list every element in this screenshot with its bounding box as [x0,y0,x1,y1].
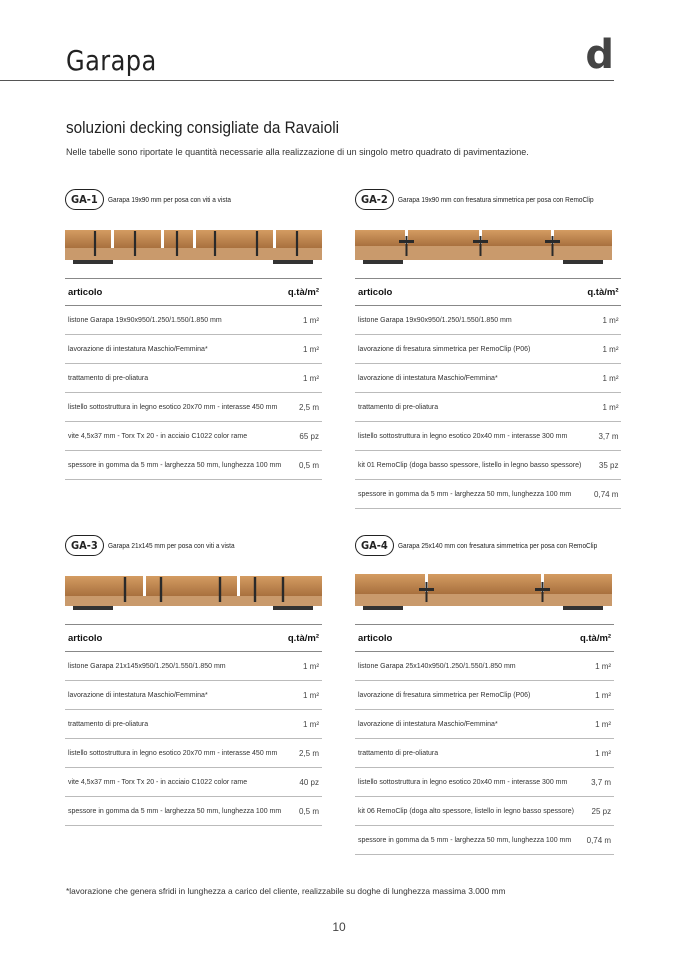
decking-screws-illustration [65,572,322,612]
section-letter: d [585,32,614,78]
col-qty: q.tà/m² [577,625,614,652]
col-article: articolo [65,279,285,306]
table-row: lavorazione di intestatura Maschio/Femmina* 1 m² [65,681,322,710]
table-row: listello sottostruttura in legno esotico 20x40 mm - interasse 300 mm 3,7 m [355,768,614,797]
decking-clip-illustration [355,572,612,612]
col-article: articolo [65,625,285,652]
table-row: trattamento di pre-oliatura 1 m² [355,739,614,768]
table-row: lavorazione di intestatura Maschio/Femmina* 1 m² [355,364,621,393]
page-title: Garapa [66,44,157,77]
table-row: trattamento di pre-oliatura 1 m² [65,364,322,393]
col-qty: q.tà/m² [584,279,621,306]
table-row: vite 4,5x37 mm - Torx Tx 20 - in acciaio C1022 color rame 40 pz [65,768,322,797]
table-row: listello sottostruttura in legno esotico 20x70 mm - interasse 450 mm 2,5 m [65,739,322,768]
intro-text: Nelle tabelle sono riportate le quantità necessarie alla realizzazione di un singolo metro quadrato di pavimentazione. [66,147,529,157]
table-row: kit 01 RemoClip (doga basso spessore, listello in legno basso spessore) 35 pz [355,451,621,480]
block-code: GA-2 [355,189,394,210]
page-number: 10 [332,920,346,934]
title-divider [0,80,614,81]
decking-block-ga3 [65,532,322,826]
table-row: listone Garapa 19x90x950/1.250/1.550/1.850 mm 1 m² [65,306,322,335]
materials-table [355,278,621,509]
table-row: vite 4,5x37 mm - Torx Tx 20 - in acciaio C1022 color rame 65 pz [65,422,322,451]
table-row: listone Garapa 25x140x950/1.250/1.550/1.850 mm 1 m² [355,652,614,681]
table-row: listello sottostruttura in legno esotico 20x40 mm - interasse 300 mm 3,7 m [355,422,621,451]
col-qty: q.tà/m² [285,625,322,652]
table-row: spessore in gomma da 5 mm - larghezza 50 mm, lunghezza 100 mm 0,5 m [65,797,322,826]
block-code: GA-1 [65,189,104,210]
decking-block-ga4 [355,532,612,855]
decking-block-ga1 [65,186,322,480]
decking-block-ga2 [355,186,619,509]
table-row: spessore in gomma da 5 mm - larghezza 50 mm, lunghezza 100 mm 0,5 m [65,451,322,480]
materials-table [65,278,322,480]
table-row: listone Garapa 21x145x950/1.250/1.550/1.850 mm 1 m² [65,652,322,681]
col-article: articolo [355,625,577,652]
table-row: kit 06 RemoClip (doga alto spessore, listello in legno basso spessore) 25 pz [355,797,614,826]
block-code: GA-4 [355,535,394,556]
section-subtitle: soluzioni decking consigliate da Ravaioli [66,118,340,137]
table-row: listone Garapa 19x90x950/1.250/1.550/1.850 mm 1 m² [355,306,621,335]
footnote: *lavorazione che genera sfridi in lunghezza a carico del cliente, realizzabile su doghe di lunghezza massima 3.000 mm [66,886,506,896]
block-code: GA-3 [65,535,104,556]
block-description: Garapa 19x90 mm per posa con viti a vista [107,194,231,204]
table-row: trattamento di pre-oliatura 1 m² [355,393,621,422]
table-row: lavorazione di intestatura Maschio/Femmina* 1 m² [65,335,322,364]
table-row: spessore in gomma da 5 mm - larghezza 50 mm, lunghezza 100 mm 0,74 m [355,480,621,509]
table-row: lavorazione di intestatura Maschio/Femmina* 1 m² [355,710,614,739]
block-description: Garapa 19x90 mm con fresatura simmetrica per posa con RemoClip [397,194,594,204]
table-row: listello sottostruttura in legno esotico 20x70 mm - interasse 450 mm 2,5 m [65,393,322,422]
block-description: Garapa 21x145 mm per posa con viti a vista [107,540,235,550]
table-row: lavorazione di fresatura simmetrica per RemoClip (P06) 1 m² [355,681,614,710]
block-description: Garapa 25x140 mm con fresatura simmetrica per posa con RemoClip [397,540,597,550]
table-row: trattamento di pre-oliatura 1 m² [65,710,322,739]
decking-clip-illustration [355,226,612,266]
col-article: articolo [355,279,584,306]
decking-screws-illustration [65,226,322,266]
materials-table [355,624,614,855]
materials-table [65,624,322,826]
col-qty: q.tà/m² [285,279,322,306]
table-row: lavorazione di fresatura simmetrica per RemoClip (P06) 1 m² [355,335,621,364]
table-row: spessore in gomma da 5 mm - larghezza 50 mm, lunghezza 100 mm 0,74 m [355,826,614,855]
